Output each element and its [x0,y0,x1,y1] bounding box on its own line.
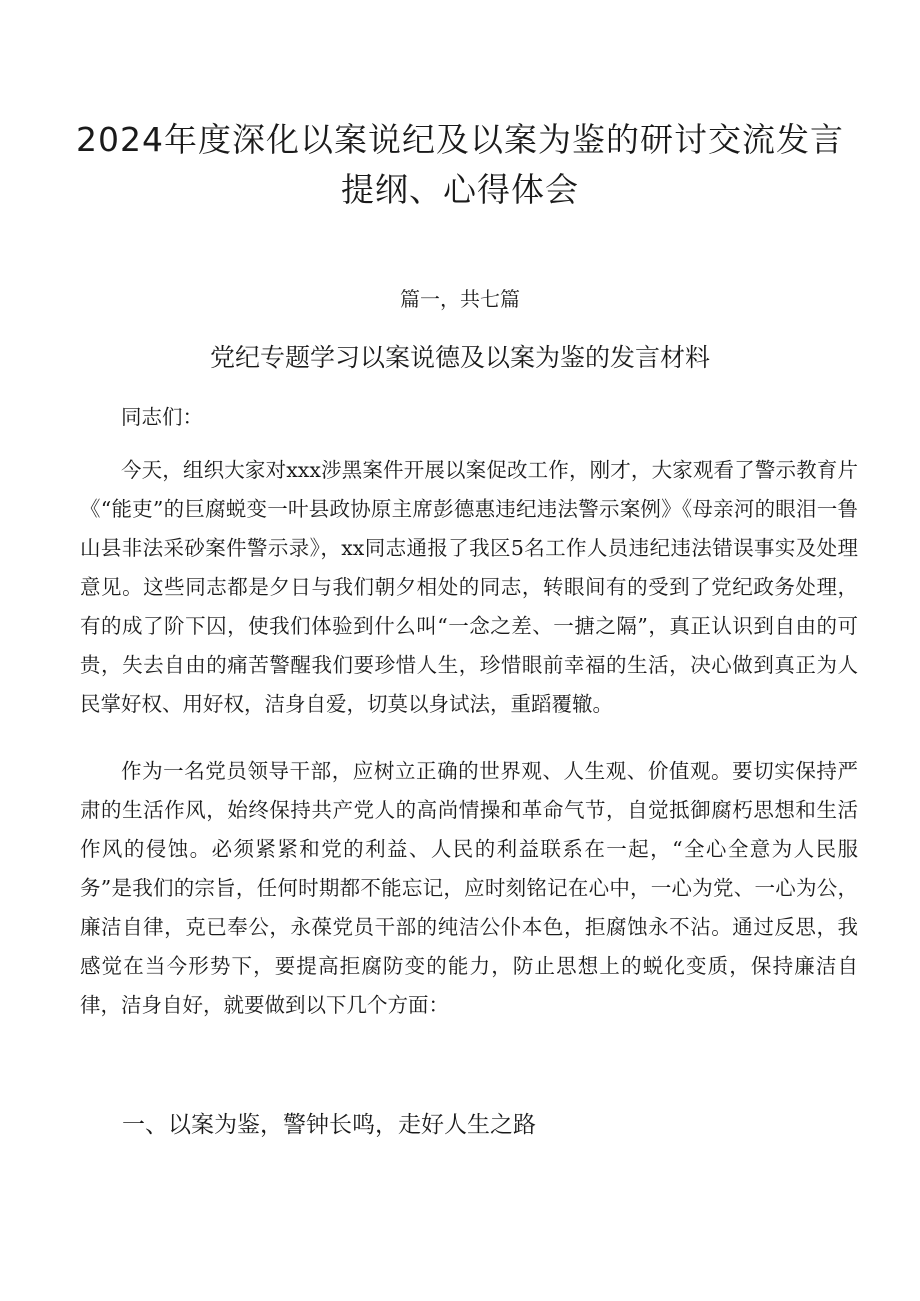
body-paragraph-1: 今天，组织大家对xxx涉黑案件开展以案促改工作，刚才，大家观看了警示教育片《“能吏”的巨腐蜕变一叶县政协原主席彭德惠违纪违法警示案例》《母亲河的眼泪一鲁山县非法采砂案件警示录》，xx同志通报了我区5名工作人员违纪违法错误事实及处理意见。这些同志都是夕日与我们朝夕相处的同志，转眼间有的受到了党纪政务处理，有的成了阶下囚，使我们体验到什么叫“一念之差、一搪之隔”，真正认识到自由的可贵，失去自由的痛苦警醒我们要珍惜人生，珍惜眼前幸福的生活，决心做到真正为人民掌好权、用好权，洁身自爱，切莫以身试法，重蹈覆辙。 [80,458,858,716]
document-title-line-2: 提纲、心得体会 [341,170,579,209]
greeting: 同志们： [121,405,203,429]
article-title: 党纪专题学习以案说德及以案为鉴的发言材料 [209,343,710,372]
document-title-line-1: 2024年度深化以案说纪及以案为鉴的研讨交流发言 [76,120,844,159]
article-index-subtitle: 篇一，共七篇 [400,287,520,311]
section-heading-1: 一、以案为鉴，警钟长鸣，走好人生之路 [122,1112,536,1138]
body-paragraph-2: 作为一名党员领导干部，应树立正确的世界观、人生观、价值观。要切实保持严肃的生活作风，始终保持共产党人的高尚情操和革命气节，自觉抵御腐朽思想和生活作风的侵蚀。必须紧紧和党的利益、人民的利益联系在一起，“全心全意为人民服务”是我们的宗旨，任何时期都不能忘记，应时刻铭记在心中，一心为党、一心为公，廉洁自律，克已奉公，永葆党员干部的纯洁公仆本色，拒腐蚀永不沾。通过反思，我感觉在当今形势下，要提高拒腐防变的能力，防止思想上的蜕化变质，保持廉洁自律，洁身自好，就要做到以下几个方面： [80,759,858,1017]
